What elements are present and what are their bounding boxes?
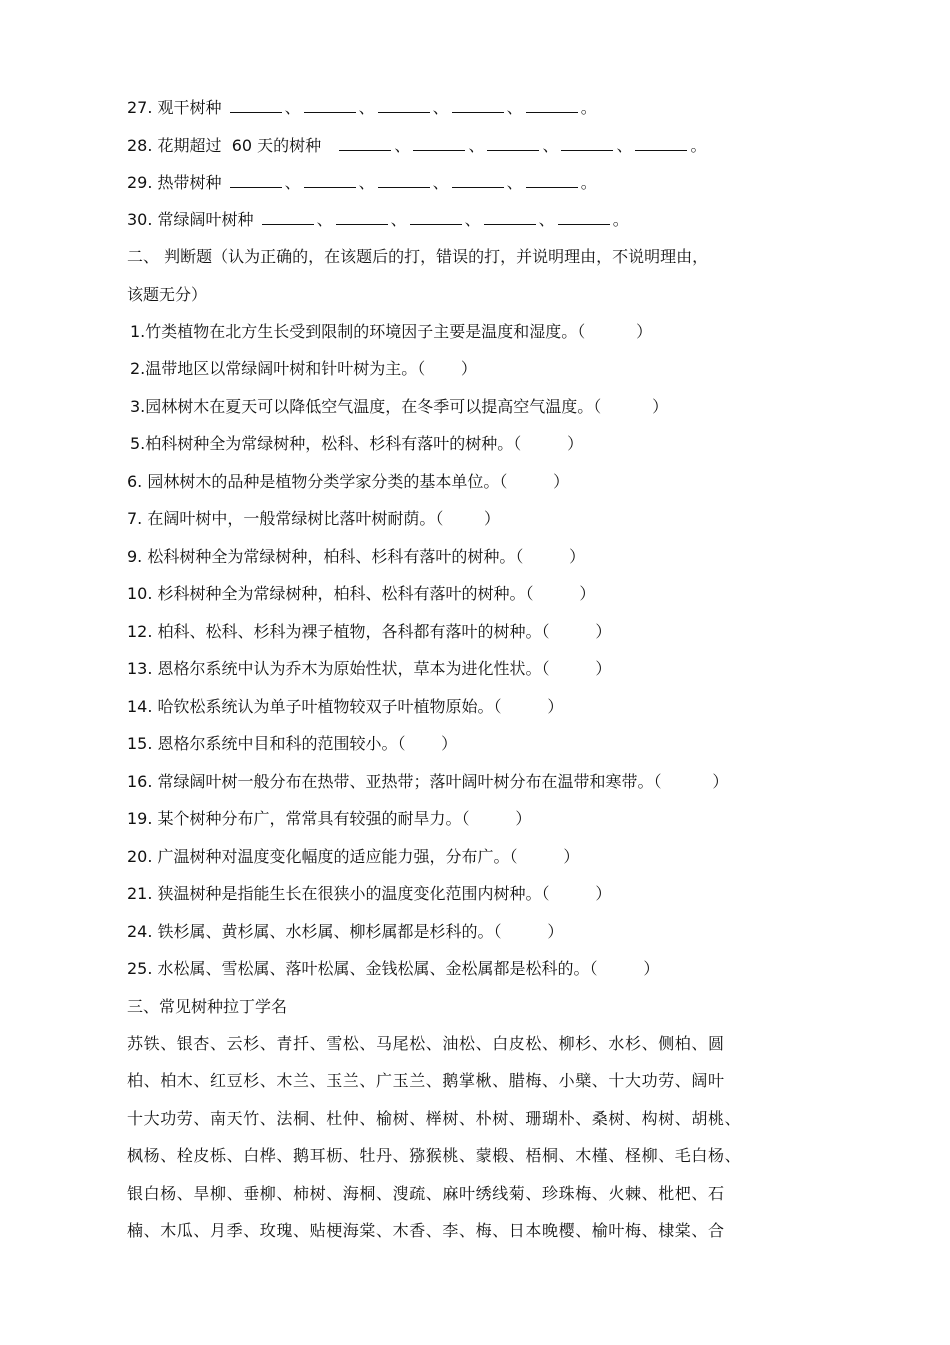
judgment-text: 2.温带地区以常绿阔叶树和针叶树为主。（ <box>130 359 426 378</box>
answer-paren-space[interactable] <box>507 472 553 491</box>
answer-paren-space[interactable] <box>425 359 461 378</box>
answer-blank[interactable] <box>378 98 430 113</box>
answer-paren-space[interactable] <box>518 847 564 866</box>
judgment-question <box>127 621 611 643</box>
close-paren: ） <box>595 884 612 903</box>
section2-heading-cont: 该题无分） <box>127 285 208 304</box>
species-line: 柏、柏木、红豆杉、木兰、玉兰、广玉兰、鹅掌楸、腊梅、小檗、十大功劳、阔叶 <box>127 1071 725 1090</box>
close-paren: ） <box>595 622 612 641</box>
species-line: 枫杨、栓皮栎、白桦、鹅耳枥、牡丹、猕猴桃、蒙椴、梧桐、木槿、柽柳、毛白杨、 <box>127 1146 742 1165</box>
answer-blank[interactable] <box>561 136 613 151</box>
answer-paren-space[interactable] <box>470 809 516 828</box>
judgment-question <box>127 471 569 493</box>
judgment-text: 16. 常绿阔叶树一般分布在热带、亚热带；落叶阔叶树分布在温带和寒带。（ <box>127 772 662 791</box>
species-line: 苏铁、银杏、云杉、青扦、雪松、马尾松、油松、白皮松、柳杉、水杉、侧柏、圆 <box>127 1034 725 1053</box>
judgment-text: 6. 园林树木的品种是植物分类学家分类的基本单位。（ <box>127 472 508 491</box>
judgment-question <box>130 358 477 380</box>
close-paren: ） <box>712 772 729 791</box>
judgment-question <box>127 921 563 943</box>
answer-paren-space[interactable] <box>550 659 596 678</box>
question-30: 30. 常绿阔叶树种 、 、 、 、 。 <box>127 210 629 229</box>
answer-paren-space[interactable] <box>443 509 484 528</box>
question-text: 30. 常绿阔叶树种 <box>127 210 259 229</box>
answer-paren-space[interactable] <box>550 884 596 903</box>
answer-blank[interactable] <box>484 210 536 225</box>
judgment-question <box>127 696 563 718</box>
judgment-text: 5.柏科树种全为常绿树种，松科、杉科有落叶的树种。（ <box>130 434 522 453</box>
question-text: 29. 热带树种 <box>127 173 227 192</box>
judgment-text: 9. 松科树种全为常绿树种，柏科、杉科有落叶的树种。（ <box>127 547 524 566</box>
question-29: 29. 热带树种 、 、 、 、 。 <box>127 173 597 192</box>
judgment-text: 3.园林树木在夏天可以降低空气温度，在冬季可以提高空气温度。（ <box>130 397 602 416</box>
answer-blank[interactable] <box>413 136 465 151</box>
answer-paren-space[interactable] <box>601 397 652 416</box>
close-paren: ） <box>553 472 570 491</box>
question-27: 27. 观干树种 、 、 、 、 。 <box>127 98 597 117</box>
close-paren: ） <box>569 547 586 566</box>
close-paren: ） <box>547 922 564 941</box>
answer-blank[interactable] <box>230 173 282 188</box>
close-paren: ） <box>579 584 596 603</box>
judgment-text: 25. 水松属、雪松属、落叶松属、金钱松属、金松属都是松科的。（ <box>127 959 598 978</box>
close-paren: ） <box>547 697 564 716</box>
judgment-question <box>127 508 500 530</box>
answer-paren-space[interactable] <box>534 584 580 603</box>
judgment-text: 10. 杉科树种全为常绿树种，柏科、松科有落叶的树种。（ <box>127 584 534 603</box>
judgment-question <box>127 658 611 680</box>
close-paren: ） <box>460 359 477 378</box>
judgment-text: 1.竹类植物在北方生长受到限制的环境因子主要是温度和湿度。（ <box>130 322 586 341</box>
judgment-question <box>127 846 579 868</box>
question-text: 28. 花期超过 60 天的树种 <box>127 136 337 155</box>
answer-blank[interactable] <box>230 98 282 113</box>
answer-blank[interactable] <box>487 136 539 151</box>
close-paren: ） <box>515 809 532 828</box>
judgment-text: 15. 恩格尔系统中目和科的范围较小。（ <box>127 734 406 753</box>
answer-blank[interactable] <box>452 98 504 113</box>
judgment-question <box>130 433 583 455</box>
close-paren: ） <box>636 322 653 341</box>
answer-paren-space[interactable] <box>523 547 569 566</box>
judgment-question <box>127 958 659 980</box>
answer-blank[interactable] <box>336 210 388 225</box>
judgment-question <box>127 883 611 905</box>
answer-paren-space[interactable] <box>521 434 567 453</box>
judgment-text: 20. 广温树种对温度变化幅度的适应能力强，分布广。（ <box>127 847 518 866</box>
answer-blank[interactable] <box>304 173 356 188</box>
judgment-question <box>130 321 652 343</box>
close-paren: ） <box>643 959 660 978</box>
answer-blank[interactable] <box>635 136 687 151</box>
answer-blank[interactable] <box>339 136 391 151</box>
judgment-question <box>127 733 457 755</box>
answer-paren-space[interactable] <box>502 697 548 716</box>
answer-paren-space[interactable] <box>585 322 636 341</box>
judgment-text: 12. 柏科、松科、杉科为裸子植物，各科都有落叶的树种。（ <box>127 622 550 641</box>
species-line: 楠、木瓜、月季、玫瑰、贴梗海棠、木香、李、梅、日本晚樱、榆叶梅、棣棠、合 <box>127 1221 725 1240</box>
judgment-question <box>127 583 595 605</box>
answer-paren-space[interactable] <box>598 959 644 978</box>
answer-blank[interactable] <box>452 173 504 188</box>
answer-paren-space[interactable] <box>550 622 596 641</box>
answer-paren-space[interactable] <box>406 734 442 753</box>
close-paren: ） <box>563 847 580 866</box>
close-paren: ） <box>595 659 612 678</box>
judgment-question <box>127 546 585 568</box>
question-28: 28. 花期超过 60 天的树种 、 、 、 、 。 <box>127 136 707 155</box>
judgment-text: 19. 某个树种分布广，常常具有较强的耐旱力。（ <box>127 809 470 828</box>
close-paren: ） <box>652 397 669 416</box>
judgment-text: 24. 铁杉属、黄杉属、水杉属、柳杉属都是杉科的。（ <box>127 922 502 941</box>
judgment-text: 21. 狭温树种是指能生长在很狭小的温度变化范围内树种。（ <box>127 884 550 903</box>
judgment-question <box>127 771 728 793</box>
species-line: 银白杨、旱柳、垂柳、柿树、海桐、溲疏、麻叶绣线菊、珍珠梅、火棘、枇杷、石 <box>127 1184 725 1203</box>
answer-blank[interactable] <box>526 98 578 113</box>
species-line: 十大功劳、南天竹、法桐、杜仲、榆树、榉树、朴树、珊瑚朴、桑树、构树、胡桃、 <box>127 1109 742 1128</box>
judgment-text: 14. 哈钦松系统认为单子叶植物较双子叶植物原始。（ <box>127 697 502 716</box>
answer-blank[interactable] <box>526 173 578 188</box>
answer-blank[interactable] <box>378 173 430 188</box>
section2-heading: 二、 判断题（认为正确的，在该题后的打，错误的打，并说明理由，不说明理由， <box>127 247 709 266</box>
judgment-question <box>130 396 668 418</box>
judgment-text: 13. 恩格尔系统中认为乔木为原始性状，草本为进化性状。（ <box>127 659 550 678</box>
judgment-question <box>127 808 531 830</box>
answer-blank[interactable] <box>410 210 462 225</box>
close-paren: ） <box>567 434 584 453</box>
question-text: 27. 观干树种 <box>127 98 227 117</box>
answer-blank[interactable] <box>304 98 356 113</box>
section3-heading: 三、常见树种拉丁学名 <box>127 997 288 1016</box>
answer-paren-space[interactable] <box>662 772 713 791</box>
answer-blank[interactable] <box>558 210 610 225</box>
judgment-text: 7. 在阔叶树中，一般常绿树比落叶树耐荫。（ <box>127 509 444 528</box>
close-paren: ） <box>484 509 501 528</box>
answer-paren-space[interactable] <box>502 922 548 941</box>
close-paren: ） <box>441 734 458 753</box>
answer-blank[interactable] <box>262 210 314 225</box>
